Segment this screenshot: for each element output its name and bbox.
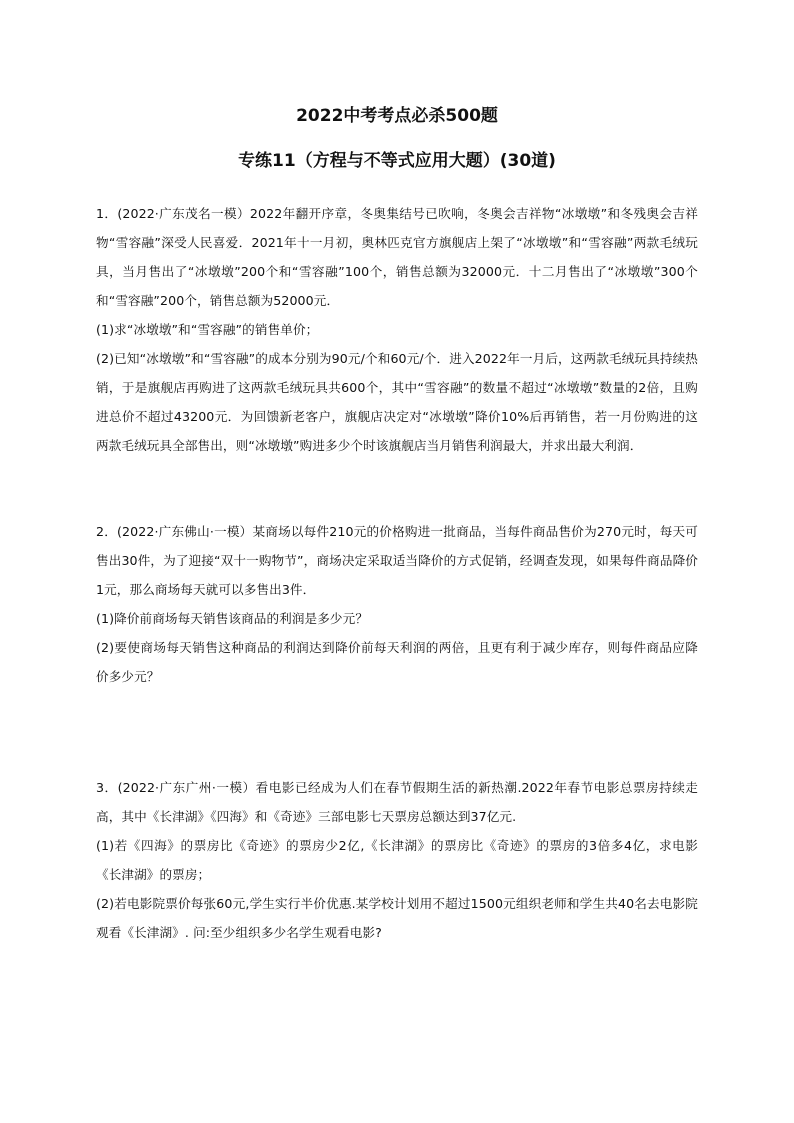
problem-3 bbox=[96, 773, 698, 947]
problem-stem: 2．(2022·广东佛山·一模）某商场以每件210元的价格购进一批商品，当每件商品售价为270元时，每天可售出30件，为了迎接“双十一购物节”，商场决定采取适当降价的方式促销，经调查发现，如果每件商品降价1元，那么商场每天就可以多售出3件． bbox=[96, 524, 698, 597]
problem-part: (2)若电影院票价每张60元,学生实行半价优惠.某学校计划用不超过1500元组织老师和学生共40名去电影院观看《长津湖》. 问:至少组织多少名学生观看电影? bbox=[96, 896, 698, 940]
problem-part: (1)降价前商场每天销售该商品的利润是多少元？ bbox=[96, 611, 369, 626]
problem-part: (1)若《四海》的票房比《奇迹》的票房少2亿,《长津湖》的票房比《奇迹》的票房的3倍多4亿，求电影《长津湖》的票房； bbox=[96, 838, 698, 882]
problem-stem: 1．(2022·广东茂名一模）2022年翻开序章，冬奥集结号已吹响，冬奥会吉祥物“冰墩墩”和冬残奥会吉祥物“雪容融”深受人民喜爱．2021年十一月初，奥林匹克官方旗舰店上架了“冰墩墩”和“雪容融”两款毛绒玩具，当月售出了“冰墩墩”200个和“雪容融”100个，销售总额为32000元．十二月售出了“冰墩墩”300个和“雪容融”200个，销售总额为52000元． bbox=[96, 206, 698, 308]
page-title: 2022中考考点必杀500题 bbox=[296, 106, 498, 126]
problem-part: (2)要使商场每天销售这种商品的利润达到降价前每天利润的两倍，且更有利于减少库存，则每件商品应降价多少元？ bbox=[96, 640, 698, 684]
problem-part: (2)已知“冰墩墩”和“雪容融”的成本分别为90元/个和60元/个．进入2022年一月后，这两款毛绒玩具持续热销，于是旗舰店再购进了这两款毛绒玩具共600个，其中“雪容融”的数量不超过“冰墩墩”数量的2倍，且购进总价不超过43200元．为回馈新老客户，旗舰店决定对“冰墩墩”降价10%后再销售，若一月份购进的这两款毛绒玩具全部售出，则“冰墩墩”购进多少个时该旗舰店当月销售利润最大，并求出最大利润． bbox=[96, 351, 698, 453]
problem-stem: 3．(2022·广东广州·一模）看电影已经成为人们在春节假期生活的新热潮.2022年春节电影总票房持续走高，其中《长津湖》《四海》和《奇迹》三部电影七天票房总额达到37亿元. bbox=[96, 780, 698, 824]
page-subtitle: 专练11（方程与不等式应用大题）(30道) bbox=[238, 151, 556, 171]
problem-2 bbox=[96, 517, 698, 691]
problem-part: (1)求“冰墩墩”和“雪容融”的销售单价； bbox=[96, 322, 319, 337]
problem-1 bbox=[96, 199, 698, 460]
